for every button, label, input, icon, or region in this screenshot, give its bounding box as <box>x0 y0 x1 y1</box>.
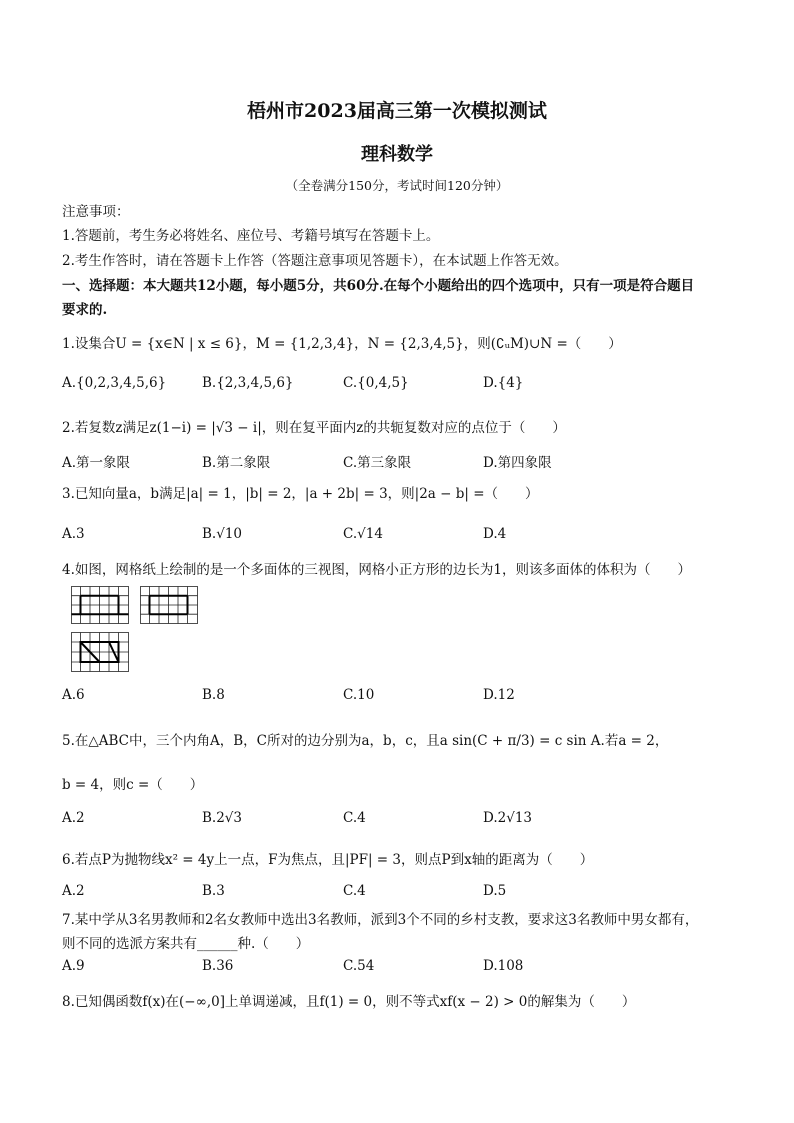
option-d: D.{4} <box>483 375 524 391</box>
option-b: B.第二象限 <box>202 455 271 471</box>
exam-note: （全卷满分150分，考试时间120分钟） <box>285 178 509 193</box>
option-c: C.10 <box>343 687 375 703</box>
option-b: B.36 <box>202 958 234 974</box>
option-d: D.12 <box>483 687 515 703</box>
question-7-stem: 7.某中学从3名男教师和2名女教师中选出3名教师，派到3个不同的乡村支教，要求这3名教师中男女都有， <box>62 912 699 928</box>
question-7-stem-cont: 则不同的选派方案共有______种.（ ） <box>62 936 310 952</box>
question-5-stem: 5.在△ABC中，三个内角A，B，C所对的边分别为a，b，c，且a sin(C + π/3) = c sin A.若a = 2， <box>62 733 669 749</box>
option-a: A.9 <box>62 958 85 974</box>
side-view-figure <box>140 586 198 624</box>
question-4-stem: 4.如图，网格纸上绘制的是一个多面体的三视图，网格小正方形的边长为1，则该多面体的体积为（ ） <box>62 562 691 578</box>
question-2-stem: 2.若复数z满足z(1−i) = |√3 − i|，则在复平面内z的共轭复数对应的点位于（ ） <box>62 420 566 436</box>
option-a: A.3 <box>62 526 85 542</box>
question-3-stem: 3.已知向量a，b满足|a| = 1，|b| = 2，|a + 2b| = 3，则|2a − b| =（ ） <box>62 486 539 502</box>
section-heading-cont: 要求的. <box>62 302 108 318</box>
option-d: D.4 <box>483 526 507 542</box>
option-b: B.√10 <box>202 526 242 542</box>
exam-title: 梧州市2023届高三第一次模拟测试 <box>247 100 547 122</box>
option-c: C.{0,4,5} <box>343 375 409 391</box>
option-a: A.第一象限 <box>62 455 131 471</box>
question-6-stem: 6.若点P为抛物线x² = 4y上一点，F为焦点，且|PF| = 3，则点P到x轴的距离为（ ） <box>62 852 594 868</box>
option-a: A.2 <box>62 810 85 826</box>
option-c: C.54 <box>343 958 375 974</box>
exam-subject: 理科数学 <box>361 144 433 165</box>
option-a: A.2 <box>62 883 85 899</box>
option-d: D.108 <box>483 958 524 974</box>
option-d: D.5 <box>483 883 507 899</box>
section-heading: 一、选择题：本大题共12小题，每小题5分，共60分.在每个小题给出的四个选项中，只有一项是符合题目 <box>62 278 695 294</box>
option-b: B.8 <box>202 687 225 703</box>
notice-item-1: 1.答题前，考生务必将姓名、座位号、考籍号填写在答题卡上。 <box>62 228 440 244</box>
option-c: C.4 <box>343 810 366 826</box>
notice-item-2: 2.考生作答时，请在答题卡上作答（答题注意事项见答题卡），在本试题上作答无效。 <box>62 253 568 269</box>
option-c: C.√14 <box>343 526 383 542</box>
option-d: D.第四象限 <box>483 455 552 471</box>
top-view-figure <box>71 632 129 672</box>
front-view-figure <box>71 586 129 624</box>
question-8-stem: 8.已知偶函数f(x)在(−∞,0]上单调递减，且f(1) = 0，则不等式xf(x − 2) > 0的解集为（ ） <box>62 994 636 1010</box>
option-d: D.2√13 <box>483 810 533 826</box>
option-b: B.2√3 <box>202 810 242 826</box>
option-b: B.3 <box>202 883 225 899</box>
question-5-stem-cont: b = 4，则c =（ ） <box>62 777 204 793</box>
option-a: A.6 <box>62 687 85 703</box>
notice-heading: 注意事项： <box>62 204 130 220</box>
option-a: A.{0,2,3,4,5,6} <box>62 375 167 391</box>
option-c: C.4 <box>343 883 366 899</box>
question-1-stem: 1.设集合U = {x∈N | x ≤ 6}，M = {1,2,3,4}，N = {2,3,4,5}，则(∁ᵤM)∪N =（ ） <box>62 336 622 352</box>
option-c: C.第三象限 <box>343 455 412 471</box>
option-b: B.{2,3,4,5,6} <box>202 375 294 391</box>
